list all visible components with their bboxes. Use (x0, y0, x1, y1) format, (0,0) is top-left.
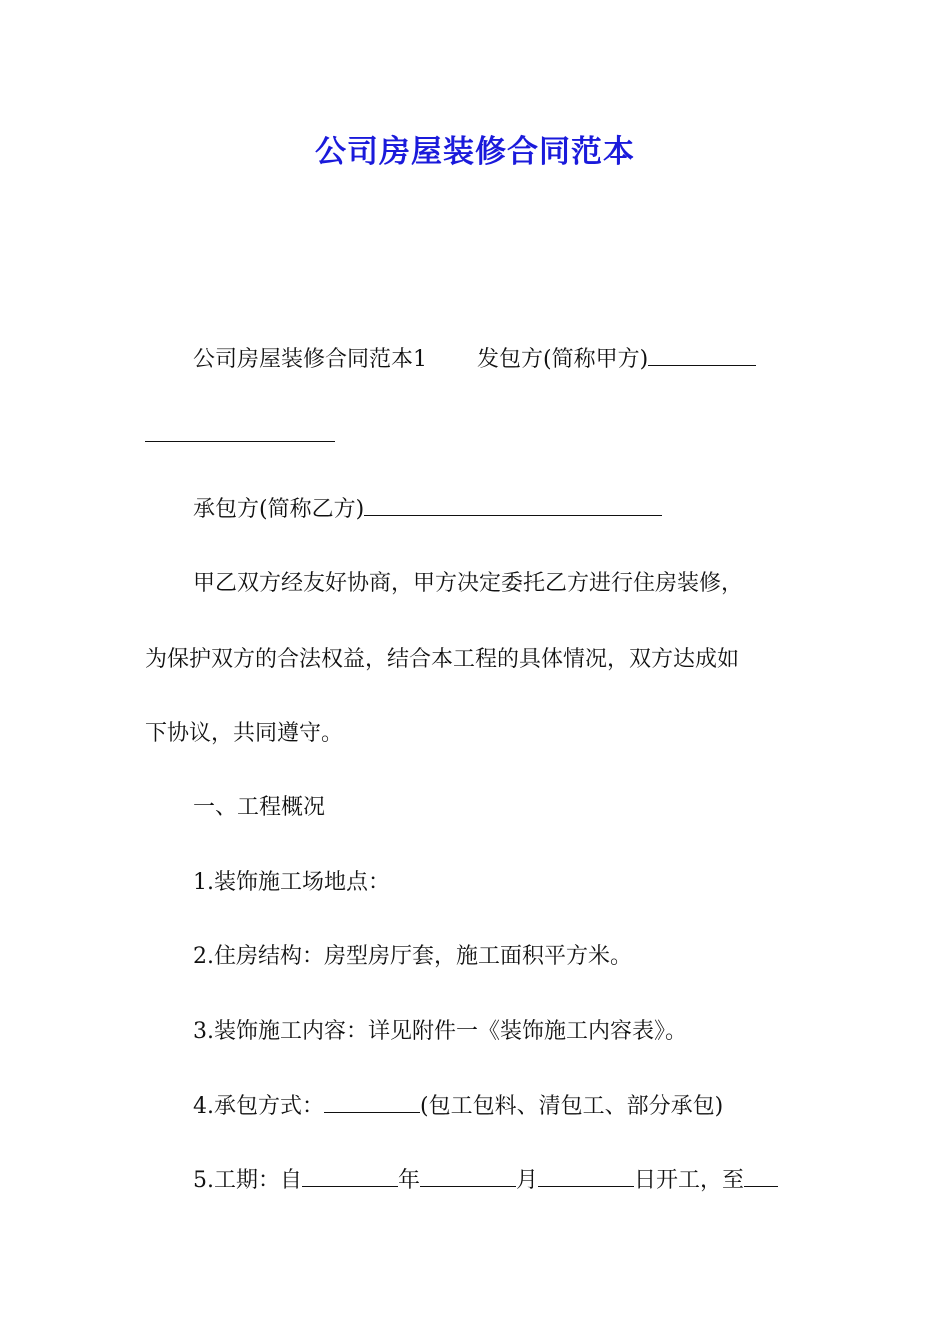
item-3: 3.装饰施工内容：详见附件一《装饰施工内容表》。 (193, 1019, 687, 1044)
item-5 (193, 1166, 778, 1196)
party-a-blank-2 (145, 421, 335, 442)
day-label: 日开工，至 (634, 1168, 745, 1193)
day-blank (538, 1166, 634, 1187)
document-title: 公司房屋装修合同范本 (315, 134, 635, 170)
item-4 (193, 1092, 723, 1122)
item-4-label: 4.承包方式： (193, 1094, 324, 1119)
month-label: 月 (516, 1168, 539, 1193)
item-4-options: (包工包料、清包工、部分承包) (420, 1094, 724, 1119)
intro-paragraph-line-3: 下协议，共同遵守。 (145, 721, 344, 746)
party-a-blank (648, 345, 756, 366)
intro-paragraph-line-2: 为保护双方的合法权益，结合本工程的具体情况，双方达成如 (145, 647, 740, 672)
party-a-blank-continued (145, 421, 335, 451)
party-b-label: 承包方(简称乙方) (193, 497, 365, 522)
item-4-blank (324, 1092, 420, 1113)
party-a-label: 发包方(简称甲方) (477, 347, 649, 372)
month-blank (420, 1166, 516, 1187)
party-b-blank (364, 495, 662, 516)
end-blank (744, 1166, 778, 1187)
item-1: 1.装饰施工场地点： (193, 870, 390, 895)
item-2: 2.住房结构：房型房厅套，施工面积平方米。 (193, 944, 632, 969)
item-5-label: 5.工期：自 (193, 1168, 302, 1193)
section-heading: 一、工程概况 (193, 795, 326, 820)
year-blank (302, 1166, 398, 1187)
party-b-line (193, 495, 662, 525)
year-label: 年 (398, 1168, 421, 1193)
party-a-line (193, 345, 756, 375)
intro-paragraph-line-1: 甲乙双方经友好协商，甲方决定委托乙方进行住房装修， (193, 571, 744, 596)
heading-line: 公司房屋装修合同范本1 (193, 347, 427, 372)
